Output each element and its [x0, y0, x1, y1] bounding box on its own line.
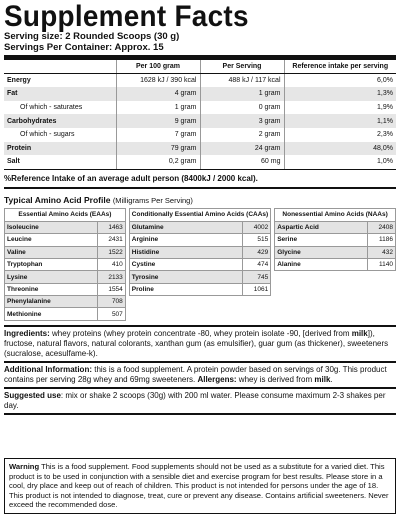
per-serving-value: 1 gram: [200, 87, 284, 101]
amino-acid-name: Glutamine: [129, 221, 242, 233]
amino-acid-value: 474: [243, 258, 271, 270]
amino-acid-value: 515: [243, 234, 271, 246]
per-100g-value: 1628 kJ / 390 kcal: [116, 74, 200, 88]
nutrition-header-ri: Reference intake per serving: [284, 60, 396, 74]
reference-intake-note: %Reference Intake of an average adult person (8400kJ / 2000 kcal).: [4, 173, 258, 183]
reference-intake-value: 1,0%: [284, 155, 396, 169]
amino-row: [5, 234, 126, 246]
amino-row: [129, 258, 270, 270]
nutrition-header-per100: Per 100 gram: [116, 60, 200, 74]
amino-acid-name: Histidine: [129, 246, 242, 258]
amino-acid-name: Leucine: [5, 234, 98, 246]
amino-acid-name: Arginine: [129, 234, 242, 246]
amino-column: [4, 208, 126, 321]
suggested-part: : mix or shake 2 scoops (30g) with 200 ml water. Please consume maximum 2-3 shakes per day.: [4, 390, 386, 410]
nutrition-header-per-serving: Per Serving: [200, 60, 284, 74]
amino-column: [129, 208, 271, 321]
nutrition-row: [4, 142, 396, 156]
reference-intake-value: 2,3%: [284, 128, 396, 142]
amino-heading-note: (Milligrams Per Serving): [112, 195, 193, 205]
amino-row: [275, 221, 396, 233]
reference-intake-value: 6,0%: [284, 74, 396, 88]
nutrition-header-row: [4, 60, 396, 74]
nutrition-row: [4, 74, 396, 88]
nutrition-row: [4, 87, 396, 101]
amino-row: [275, 246, 396, 258]
nutrition-row: [4, 101, 396, 115]
supplement-facts-panel: [4, 0, 396, 415]
amino-acid-name: Glycine: [275, 246, 368, 258]
amino-acid-value: 432: [368, 246, 396, 258]
per-serving-value: 60 mg: [200, 155, 284, 169]
ingredients-part-b: ]), fructose, natural flavors, natural colorants, xanthan gum (as emulsifier), guar gum (as thickener), sweeteners (sucralose, acesulfame-k).: [4, 328, 389, 358]
per-100g-value: 4 gram: [116, 87, 200, 101]
per-100g-value: 79 gram: [116, 142, 200, 156]
nutrition-table: [4, 60, 396, 169]
amino-acid-name: Aspartic Acid: [275, 221, 368, 233]
per-serving-value: 0 gram: [200, 101, 284, 115]
per-serving-value: 24 gram: [200, 142, 284, 156]
suggested-use-text: [4, 389, 396, 413]
nutrition-header-name: [4, 60, 116, 74]
ingredients-text: [4, 327, 396, 361]
reference-intake-value: 1,1%: [284, 114, 396, 128]
amino-column: [274, 208, 396, 321]
additional-part-b: whey is derived from: [236, 374, 315, 384]
nutrient-name: Of which - sugars: [20, 131, 75, 139]
per-100g-value: 7 gram: [116, 128, 200, 142]
amino-acid-name: Alanine: [275, 258, 368, 270]
amino-acid-name: Proline: [129, 283, 242, 295]
nutrition-row: [4, 155, 396, 169]
amino-acid-name: Lysine: [5, 271, 98, 283]
additional-part-a: this is a food supplement. A protein powder based on servings of 30g. This product contains per serving 28g whey and 69mg sweeteners.: [4, 364, 387, 384]
amino-row: [5, 296, 126, 308]
per-serving-value: 2 gram: [200, 128, 284, 142]
amino-header-row: [275, 208, 396, 221]
per-100g-value: 9 gram: [116, 114, 200, 128]
nutrient-name: Of which - saturates: [20, 104, 83, 112]
panel-title: Supplement Facts: [4, 0, 249, 33]
amino-acid-name: Tyrosine: [129, 271, 242, 283]
amino-table: [274, 208, 396, 272]
nutrition-body: [4, 74, 396, 169]
amino-row: [129, 246, 270, 258]
amino-row: [129, 271, 270, 283]
nutrient-name: Protein: [4, 142, 116, 156]
amino-acid-tables: [4, 208, 396, 321]
amino-acid-name: Cystine: [129, 258, 242, 270]
ingredients-label: Ingredients:: [4, 328, 50, 338]
per-100g-value: 0,2 gram: [116, 155, 200, 169]
amino-acid-name: Valine: [5, 246, 98, 258]
warning-text: This is a food supplement. Food supplements should not be used as a substitute for a varied diet. This product is to be used in conjunction with a sensible diet and exercise program for best results. Please store in a cool, dry place and keep out of reach of children. This product is not intended for persons under the age of 18. This product is not intended to diagnose, treat, cure or prevent any disease. Contains artificial sweeteners. Never exceed the recommended dose.: [9, 462, 389, 509]
amino-acid-name: Methionine: [5, 308, 98, 320]
amino-acid-value: 1463: [97, 221, 125, 233]
amino-column-header: Essential Amino Acids (EAAs): [5, 208, 126, 221]
amino-row: [5, 308, 126, 320]
additional-milk: milk: [314, 374, 331, 384]
amino-column-header: Conditionally Essential Amino Acids (CAAs): [129, 208, 270, 221]
reference-intake-value: 48,0%: [284, 142, 396, 156]
per-100g-value: 1 gram: [116, 101, 200, 115]
serving-size: Serving size: 2 Rounded Scoops (30 g): [4, 31, 180, 42]
amino-table: [129, 208, 271, 296]
amino-row: [129, 283, 270, 295]
amino-acid-value: 2133: [97, 271, 125, 283]
reference-intake-value: 1,3%: [284, 87, 396, 101]
servings-per-container: Servings Per Container: Approx. 15: [4, 42, 164, 53]
additional-part-c: .: [330, 374, 333, 384]
amino-acid-value: 429: [243, 246, 271, 258]
amino-acid-name: Phenylalanine: [5, 296, 98, 308]
reference-intake-value: 1,9%: [284, 101, 396, 115]
warning-box: [4, 458, 396, 514]
divider: [4, 413, 396, 415]
amino-row: [5, 221, 126, 233]
ingredients-part-a: whey proteins (whey protein concentrate -80, whey protein isolate -90, [derived from: [49, 328, 352, 338]
per-serving-value: 3 gram: [200, 114, 284, 128]
amino-acid-name: Threonine: [5, 283, 98, 295]
warning-label: Warning: [9, 462, 40, 471]
amino-row: [5, 271, 126, 283]
amino-acid-value: 2408: [368, 221, 396, 233]
nutrient-name: Energy: [7, 77, 31, 85]
amino-acid-name: Isoleucine: [5, 221, 98, 233]
additional-info-text: [4, 363, 396, 387]
amino-acid-value: 507: [97, 308, 125, 320]
amino-row: [275, 234, 396, 246]
nutrient-name: Carbohydrates: [4, 114, 116, 128]
amino-column-header: Nonessential Amino Acids (NAAs): [275, 208, 396, 221]
amino-acid-name: Tryptophan: [5, 258, 98, 270]
amino-header-row: [5, 208, 126, 221]
amino-acid-value: 1061: [243, 283, 271, 295]
additional-label: Additional Information:: [4, 364, 92, 374]
nutrition-row: [4, 128, 396, 142]
amino-acid-value: 410: [97, 258, 125, 270]
amino-table: [4, 208, 126, 321]
amino-header-row: [129, 208, 270, 221]
amino-row: [129, 221, 270, 233]
ingredients-milk: milk: [351, 328, 368, 338]
amino-acid-value: 1186: [368, 234, 396, 246]
amino-acid-value: 4002: [243, 221, 271, 233]
per-serving-value: 488 kJ / 117 kcal: [200, 74, 284, 88]
amino-row: [5, 283, 126, 295]
suggested-label: Suggested use: [4, 390, 61, 400]
amino-row: [129, 234, 270, 246]
amino-row: [5, 246, 126, 258]
amino-acid-value: 1522: [97, 246, 125, 258]
nutrition-row: [4, 114, 396, 128]
amino-acid-value: 745: [243, 271, 271, 283]
amino-acid-value: 708: [97, 296, 125, 308]
amino-acid-name: Serine: [275, 234, 368, 246]
allergens-label: Allergens:: [197, 374, 237, 384]
nutrient-name: Salt: [7, 158, 20, 166]
amino-acid-value: 1140: [368, 258, 396, 270]
amino-acid-value: 1554: [97, 283, 125, 295]
amino-acid-value: 2431: [97, 234, 125, 246]
nutrient-name: Fat: [4, 87, 116, 101]
amino-row: [275, 258, 396, 270]
amino-heading-title: Typical Amino Acid Profile: [4, 194, 111, 205]
amino-row: [5, 258, 126, 270]
amino-heading: [4, 189, 396, 208]
